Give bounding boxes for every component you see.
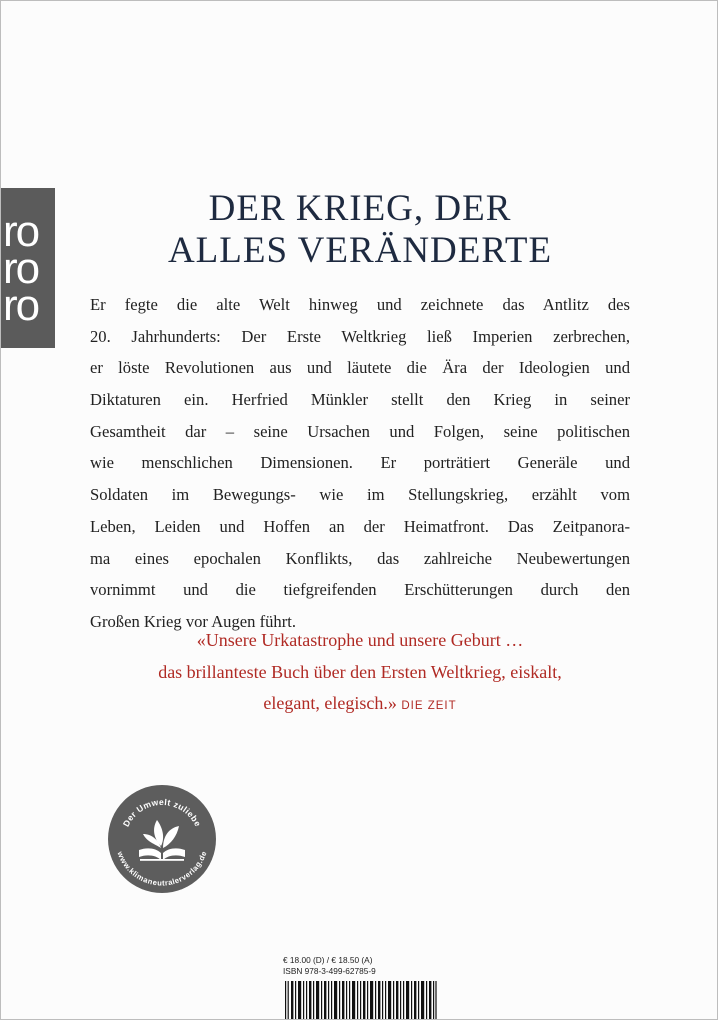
- publisher-logo-line: ro: [3, 206, 39, 256]
- barcode-bars: [285, 981, 437, 1020]
- blurb-line: ma eines epochalen Konflikts, das zahlreiche Neubewertungen: [90, 548, 630, 568]
- title-line-2: ALLES VERÄNDERTE: [167, 230, 553, 271]
- blurb-line: vornimmt und die tiefgreifenden Erschütterungen durch den: [90, 580, 630, 600]
- blurb-line: 20. Jahrhunderts: Der Erste Weltkrieg ließ Imperien zerbrechen,: [90, 326, 630, 346]
- eco-badge: [107, 784, 217, 894]
- quote-line: «Unsere Urkatastrophe und unsere Geburt …: [196, 630, 524, 650]
- blurb-line: Er fegte die alte Welt hinweg und zeichnete das Antlitz des: [90, 295, 630, 314]
- blurb-line: wie menschlichen Dimensionen. Er porträtiert Generäle und: [90, 453, 630, 473]
- blurb-line: Leben, Leiden und Hoffen an der Heimatfront. Das Zeitpanora-: [90, 516, 630, 536]
- blurb-text: [90, 289, 630, 638]
- isbn-text: ISBN 978-3-499-62785-9: [283, 966, 376, 976]
- quote-line: das brillanteste Buch über den Ersten Weltkrieg, eiskalt,: [158, 661, 562, 682]
- quote-source: DIE ZEIT: [401, 700, 457, 712]
- price-block: [283, 955, 433, 977]
- publisher-logo-line: ro: [3, 280, 39, 330]
- blurb-line: Gesamtheit dar – seine Ursachen und Folgen, seine politischen: [90, 421, 630, 441]
- title-line-1: DER KRIEG, DER: [208, 188, 512, 229]
- publisher-logo-line: ro: [3, 243, 39, 293]
- badge-top-text: Der Umwelt zuliebe: [120, 796, 204, 829]
- quote-line-text: elegant, elegisch.»: [263, 693, 397, 713]
- blurb-line: er löste Revolutionen aus und läutete die Ära der Ideologien und: [90, 358, 630, 378]
- press-quote: [1, 625, 718, 720]
- quote-line-3: [1, 688, 718, 720]
- blurb-line: Großen Krieg vor Augen führt.: [90, 611, 296, 631]
- price-text: € 18.00 (D) / € 18.50 (A): [283, 955, 373, 965]
- barcode: [285, 981, 437, 1020]
- badge-bottom-text: www.klimaneutralerverlag.de: [115, 850, 209, 888]
- blurb-line: Diktaturen ein. Herfried Münkler stellt den Krieg in seiner: [90, 390, 630, 410]
- blurb-line: Soldaten im Bewegungs- wie im Stellungskrieg, erzählt vom: [90, 485, 630, 505]
